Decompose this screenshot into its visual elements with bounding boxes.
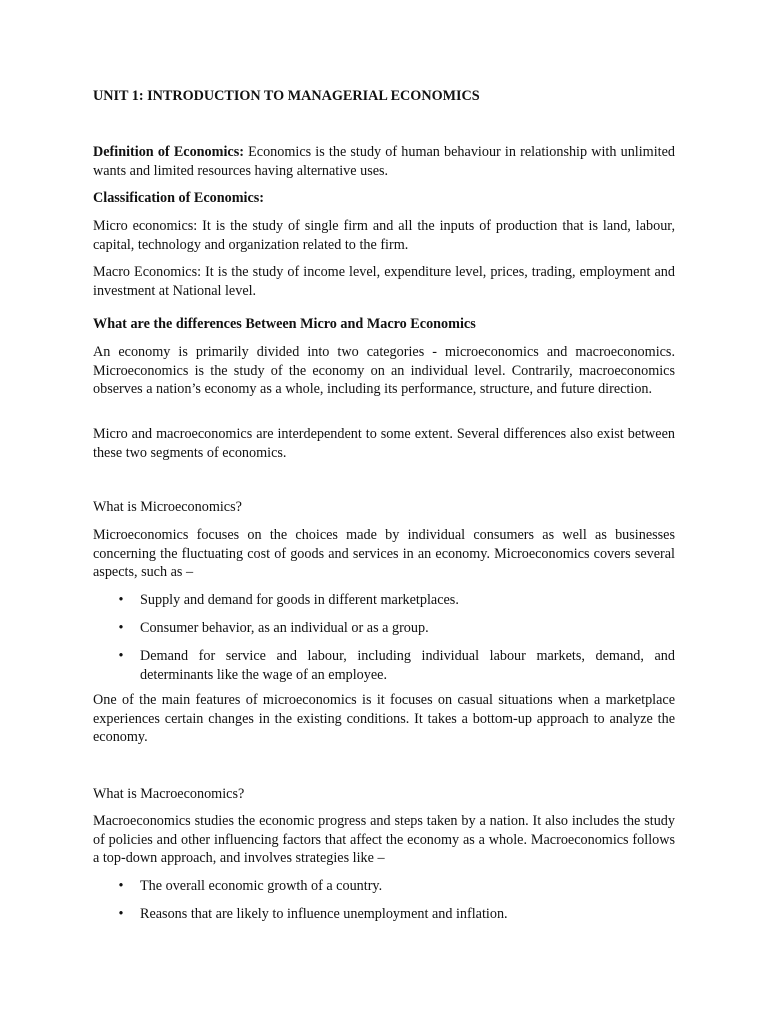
document-page bbox=[93, 0, 675, 1024]
microeconomics-closing: One of the main features of microeconomics is it focuses on casual situations when a marketplace experiences certain changes in the existing conditions. It takes a bottom-up approach to analyze the economy. bbox=[93, 692, 675, 746]
bullet-icon: • bbox=[118, 620, 124, 636]
bullet-icon: • bbox=[118, 592, 124, 608]
definition-text: Economics is the study of human behaviour in relationship with unlimited wants and limited resources having alternative uses. bbox=[93, 144, 675, 179]
list-item-text: Reasons that are likely to influence unemployment and inflation. bbox=[140, 906, 508, 922]
micro-definition: Micro economics: It is the study of single firm and all the inputs of production that is land, labour, capital, technology and organization related to the firm. bbox=[93, 218, 675, 253]
list-item-text: The overall economic growth of a country. bbox=[140, 878, 383, 894]
macroeconomics-heading: What is Macroeconomics? bbox=[93, 786, 245, 802]
bullet-icon: • bbox=[118, 648, 124, 664]
differences-paragraph-2: Micro and macroeconomics are interdependent to some extent. Several differences also exist between these two segments of economics. bbox=[93, 426, 675, 461]
macroeconomics-intro: Macroeconomics studies the economic progress and steps taken by a nation. It also includes the study of policies and other influencing factors that affect the economy as a whole. Macroeconomics follows a top-down approach, and involves strategies like – bbox=[93, 813, 675, 867]
differences-paragraph-1: An economy is primarily divided into two categories - microeconomics and macroeconomics. Microeconomics is the study of the economy on an individual level. Contrarily, macroeconomics observes a nation’s economy as a whole, including its performance, structure, and future direction. bbox=[93, 344, 675, 398]
definition-paragraph bbox=[93, 143, 675, 180]
list-item-text: Demand for service and labour, including individual labour markets, demand, and determinants like the wage of an employee. bbox=[140, 648, 675, 683]
list-item-text: Consumer behavior, as an individual or as a group. bbox=[140, 620, 429, 636]
macro-definition: Macro Economics: It is the study of income level, expenditure level, prices, trading, employment and investment at National level. bbox=[93, 264, 675, 299]
microeconomics-heading: What is Microeconomics? bbox=[93, 499, 242, 515]
definition-label: Definition of Economics: bbox=[93, 144, 244, 160]
classification-heading: Classification of Economics: bbox=[93, 190, 265, 206]
bullet-icon: • bbox=[118, 878, 124, 894]
list-item-text: Supply and demand for goods in different marketplaces. bbox=[140, 592, 459, 608]
differences-heading: What are the differences Between Micro and Macro Economics bbox=[93, 316, 476, 332]
microeconomics-intro: Microeconomics focuses on the choices made by individual consumers as well as businesses concerning the fluctuating cost of goods and services in an economy. Microeconomics covers several aspects, such as – bbox=[93, 527, 675, 581]
bullet-icon: • bbox=[118, 906, 124, 922]
unit-title: UNIT 1: INTRODUCTION TO MANAGERIAL ECONOMICS bbox=[93, 88, 480, 104]
